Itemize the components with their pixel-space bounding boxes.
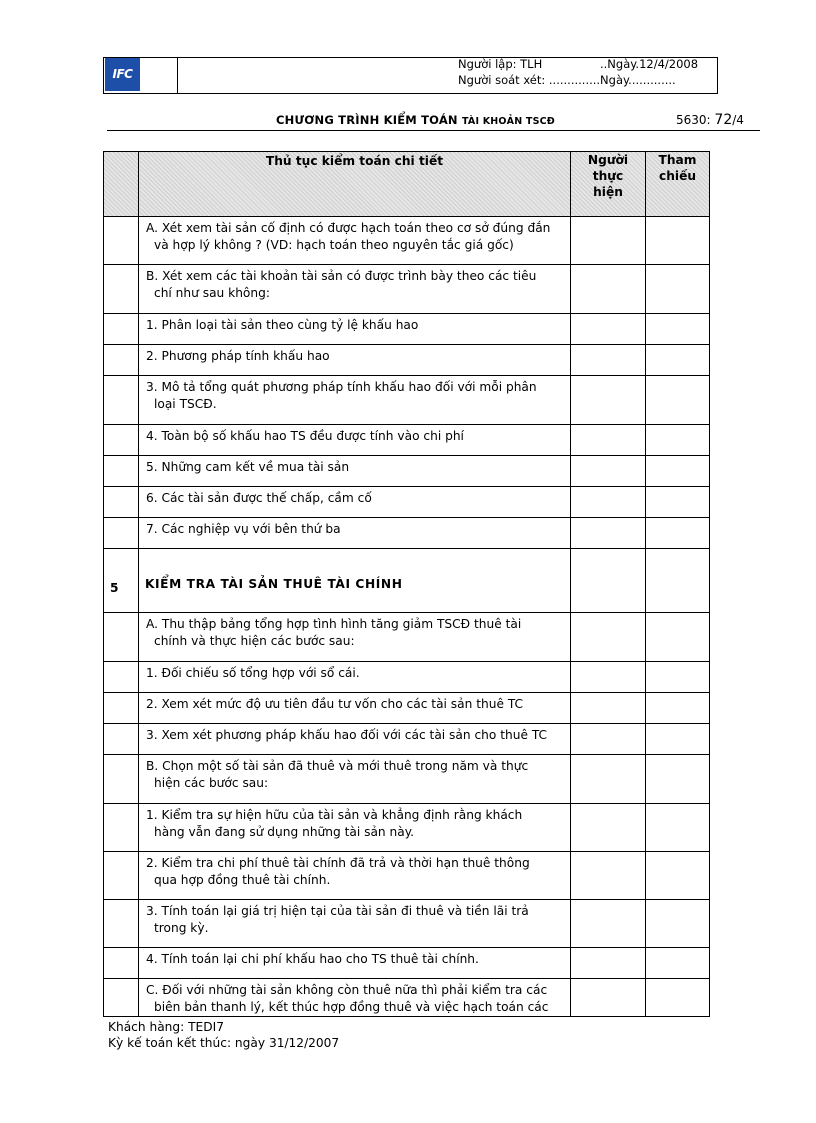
row-number-cell bbox=[104, 549, 139, 613]
procedure-text: 6. Các tài sản được thế chấp, cầm cố bbox=[146, 491, 372, 505]
procedure-text: A. Thu thập bảng tổng hợp tình hình tăng giảm TSCĐ thuê tài bbox=[146, 617, 522, 631]
prepared-date: ..Ngày.12/4/2008 bbox=[600, 57, 699, 71]
document-title-account: TÀI KHOẢN TSCĐ bbox=[461, 116, 555, 127]
table-row bbox=[104, 948, 710, 979]
performer-cell[interactable] bbox=[571, 693, 646, 724]
row-number-cell bbox=[104, 456, 139, 487]
table-row bbox=[104, 804, 710, 852]
procedure-cell bbox=[139, 376, 571, 425]
performer-cell[interactable] bbox=[571, 345, 646, 376]
procedure-cell bbox=[139, 900, 571, 948]
row-number-cell bbox=[104, 487, 139, 518]
table-row bbox=[104, 662, 710, 693]
performer-cell[interactable] bbox=[571, 613, 646, 662]
reference-cell[interactable] bbox=[646, 456, 710, 487]
row-number-cell bbox=[104, 662, 139, 693]
procedure-text: A. Xét xem tài sản cố định có được hạch toán theo cơ sở đúng đắn bbox=[146, 221, 551, 235]
procedure-cell bbox=[139, 425, 571, 456]
reference-cell[interactable] bbox=[646, 518, 710, 549]
procedure-text: 3. Tính toán lại giá trị hiện tại của tài sản đi thuê và tiền lãi trả bbox=[146, 904, 529, 918]
performer-cell[interactable] bbox=[571, 314, 646, 345]
reference-code-prefix: 5630: bbox=[676, 113, 715, 127]
footer bbox=[108, 1019, 339, 1051]
footer-period: Kỳ kế toán kết thúc: ngày 31/12/2007 bbox=[108, 1036, 340, 1050]
procedure-text: 3. Xem xét phương pháp khấu hao đối với các tài sản cho thuê TC bbox=[146, 728, 548, 742]
procedure-cell bbox=[139, 804, 571, 852]
table-row bbox=[104, 425, 710, 456]
section-title: KIỂM TRA TÀI SẢN THUÊ TÀI CHÍNH bbox=[145, 577, 403, 591]
procedure-text-continued: chính và thực hiện các bước sau: bbox=[154, 634, 355, 648]
procedure-cell bbox=[139, 755, 571, 804]
procedure-cell bbox=[139, 549, 571, 613]
procedure-text: C. Đối với những tài sản không còn thuê nữa thì phải kiểm tra các bbox=[146, 983, 548, 997]
procedure-text: 7. Các nghiệp vụ với bên thứ ba bbox=[146, 522, 341, 536]
reference-cell[interactable] bbox=[646, 345, 710, 376]
performer-cell[interactable] bbox=[571, 265, 646, 314]
performer-cell[interactable] bbox=[571, 425, 646, 456]
procedure-text-continued: hàng vẫn đang sử dụng những tài sản này. bbox=[154, 825, 415, 839]
performer-cell[interactable] bbox=[571, 376, 646, 425]
procedure-text: 1. Phân loại tài sản theo cùng tỷ lệ khấu hao bbox=[146, 318, 419, 332]
reference-cell[interactable] bbox=[646, 979, 710, 1017]
reference-cell[interactable] bbox=[646, 217, 710, 265]
reference-cell[interactable] bbox=[646, 755, 710, 804]
procedure-text: 2. Kiểm tra chi phí thuê tài chính đã trả và thời hạn thuê thông bbox=[146, 856, 530, 870]
header-procedure: Thủ tục kiểm toán chi tiết bbox=[139, 152, 571, 217]
procedure-text-continued: hiện các bước sau: bbox=[154, 776, 269, 790]
reference-cell[interactable] bbox=[646, 549, 710, 613]
table-row bbox=[104, 376, 710, 425]
reference-cell[interactable] bbox=[646, 900, 710, 948]
logo-cell bbox=[103, 57, 178, 94]
reference-cell[interactable] bbox=[646, 425, 710, 456]
row-number-cell bbox=[104, 852, 139, 900]
performer-cell[interactable] bbox=[571, 518, 646, 549]
performer-cell[interactable] bbox=[571, 662, 646, 693]
table-row bbox=[104, 217, 710, 265]
row-number-cell bbox=[104, 979, 139, 1017]
procedure-text: 1. Kiểm tra sự hiện hữu của tài sản và khẳng định rằng khách bbox=[146, 808, 523, 822]
performer-cell[interactable] bbox=[571, 948, 646, 979]
procedure-text: B. Chọn một số tài sản đã thuê và mới thuê trong năm và thực bbox=[146, 759, 529, 773]
performer-cell[interactable] bbox=[571, 456, 646, 487]
reference-cell[interactable] bbox=[646, 724, 710, 755]
reference-cell[interactable] bbox=[646, 265, 710, 314]
procedure-text: 2. Xem xét mức độ ưu tiên đầu tư vốn cho các tài sản thuê TC bbox=[146, 697, 524, 711]
row-number-cell bbox=[104, 693, 139, 724]
procedure-text-continued: trong kỳ. bbox=[154, 921, 209, 935]
procedure-cell bbox=[139, 314, 571, 345]
reference-page: 72 bbox=[714, 112, 733, 128]
procedure-cell bbox=[139, 948, 571, 979]
procedure-text-continued: biên bản thanh lý, kết thúc hợp đồng thuê và việc hạch toán các bbox=[154, 1000, 549, 1014]
performer-cell[interactable] bbox=[571, 549, 646, 613]
reference-cell[interactable] bbox=[646, 613, 710, 662]
performer-cell[interactable] bbox=[571, 900, 646, 948]
procedure-text: 4. Tính toán lại chi phí khấu hao cho TS thuê tài chính. bbox=[146, 952, 479, 966]
procedure-text: 4. Toàn bộ số khấu hao TS đều được tính vào chi phí bbox=[146, 429, 464, 443]
procedure-text-continued: và hợp lý không ? (VD: hạch toán theo nguyên tắc giá gốc) bbox=[154, 238, 514, 252]
table-row bbox=[104, 345, 710, 376]
procedure-text-continued: chí như sau không: bbox=[154, 286, 270, 300]
row-number-cell bbox=[104, 900, 139, 948]
table-row bbox=[104, 265, 710, 314]
performer-cell[interactable] bbox=[571, 487, 646, 518]
reference-cell[interactable] bbox=[646, 376, 710, 425]
procedure-cell bbox=[139, 613, 571, 662]
reference-cell[interactable] bbox=[646, 804, 710, 852]
procedure-text-continued: qua hợp đồng thuê tài chính. bbox=[154, 873, 331, 887]
procedure-text: 3. Mô tả tổng quát phương pháp tính khấu hao đối với mỗi phân bbox=[146, 380, 537, 394]
procedure-text: 5. Những cam kết về mua tài sản bbox=[146, 460, 350, 474]
title-divider bbox=[107, 130, 760, 131]
procedure-cell bbox=[139, 852, 571, 900]
row-number-cell bbox=[104, 376, 139, 425]
section-row bbox=[104, 549, 710, 613]
table-header-row bbox=[104, 152, 710, 217]
table-row bbox=[104, 693, 710, 724]
performer-cell[interactable] bbox=[571, 979, 646, 1017]
procedure-cell bbox=[139, 724, 571, 755]
reference-cell[interactable] bbox=[646, 948, 710, 979]
section-number: 5 bbox=[110, 581, 119, 595]
procedure-cell bbox=[139, 217, 571, 265]
reference-cell[interactable] bbox=[646, 662, 710, 693]
row-number-cell bbox=[104, 724, 139, 755]
reference-cell[interactable] bbox=[646, 693, 710, 724]
row-number-cell bbox=[104, 314, 139, 345]
performer-cell[interactable] bbox=[571, 217, 646, 265]
document-title bbox=[276, 113, 555, 127]
row-number-cell bbox=[104, 613, 139, 662]
table-row bbox=[104, 613, 710, 662]
procedure-cell bbox=[139, 693, 571, 724]
table-row bbox=[104, 852, 710, 900]
procedure-text: B. Xét xem các tài khoản tài sản có được trình bày theo các tiêu bbox=[146, 269, 537, 283]
row-number-cell bbox=[104, 755, 139, 804]
procedure-cell bbox=[139, 487, 571, 518]
row-number-cell bbox=[104, 217, 139, 265]
prepared-by: Người lập: TLH bbox=[458, 57, 543, 71]
reference-cell[interactable] bbox=[646, 314, 710, 345]
table-row bbox=[104, 518, 710, 549]
procedure-cell bbox=[139, 265, 571, 314]
company-logo: IFC bbox=[105, 58, 140, 91]
row-number-cell bbox=[104, 265, 139, 314]
row-number-cell bbox=[104, 948, 139, 979]
header-number-cell bbox=[104, 152, 139, 217]
header-performer: Người thực hiện bbox=[571, 152, 646, 217]
procedure-text: 2. Phương pháp tính khấu hao bbox=[146, 349, 330, 363]
performer-cell[interactable] bbox=[571, 852, 646, 900]
row-number-cell bbox=[104, 518, 139, 549]
performer-cell[interactable] bbox=[571, 724, 646, 755]
table-row bbox=[104, 979, 710, 1017]
performer-cell[interactable] bbox=[571, 755, 646, 804]
table-row bbox=[104, 755, 710, 804]
procedure-cell bbox=[139, 662, 571, 693]
table-row bbox=[104, 487, 710, 518]
performer-cell[interactable] bbox=[571, 804, 646, 852]
reference-cell[interactable] bbox=[646, 852, 710, 900]
table-row bbox=[104, 724, 710, 755]
reference-code bbox=[676, 112, 744, 128]
footer-client: Khách hàng: TEDI7 bbox=[108, 1020, 224, 1034]
procedure-cell bbox=[139, 518, 571, 549]
row-number-cell bbox=[104, 804, 139, 852]
reference-cell[interactable] bbox=[646, 487, 710, 518]
table-row bbox=[104, 314, 710, 345]
procedure-cell bbox=[139, 345, 571, 376]
header-reference: Tham chiếu bbox=[646, 152, 710, 217]
reviewed-by: Người soát xét: ..............Ngày............. bbox=[458, 73, 676, 87]
reference-suffix: /4 bbox=[732, 113, 744, 127]
procedure-text: 1. Đối chiếu số tổng hợp với sổ cái. bbox=[146, 666, 360, 680]
row-number-cell bbox=[104, 425, 139, 456]
row-number-cell bbox=[104, 345, 139, 376]
document-title-main: CHƯƠNG TRÌNH KIỂM TOÁN bbox=[276, 113, 462, 127]
audit-procedures-table bbox=[103, 151, 710, 1017]
procedure-text-continued: loại TSCĐ. bbox=[154, 397, 217, 411]
procedure-cell bbox=[139, 456, 571, 487]
table-row bbox=[104, 456, 710, 487]
table-body bbox=[104, 217, 710, 1017]
table-row bbox=[104, 900, 710, 948]
procedure-cell bbox=[139, 979, 571, 1017]
